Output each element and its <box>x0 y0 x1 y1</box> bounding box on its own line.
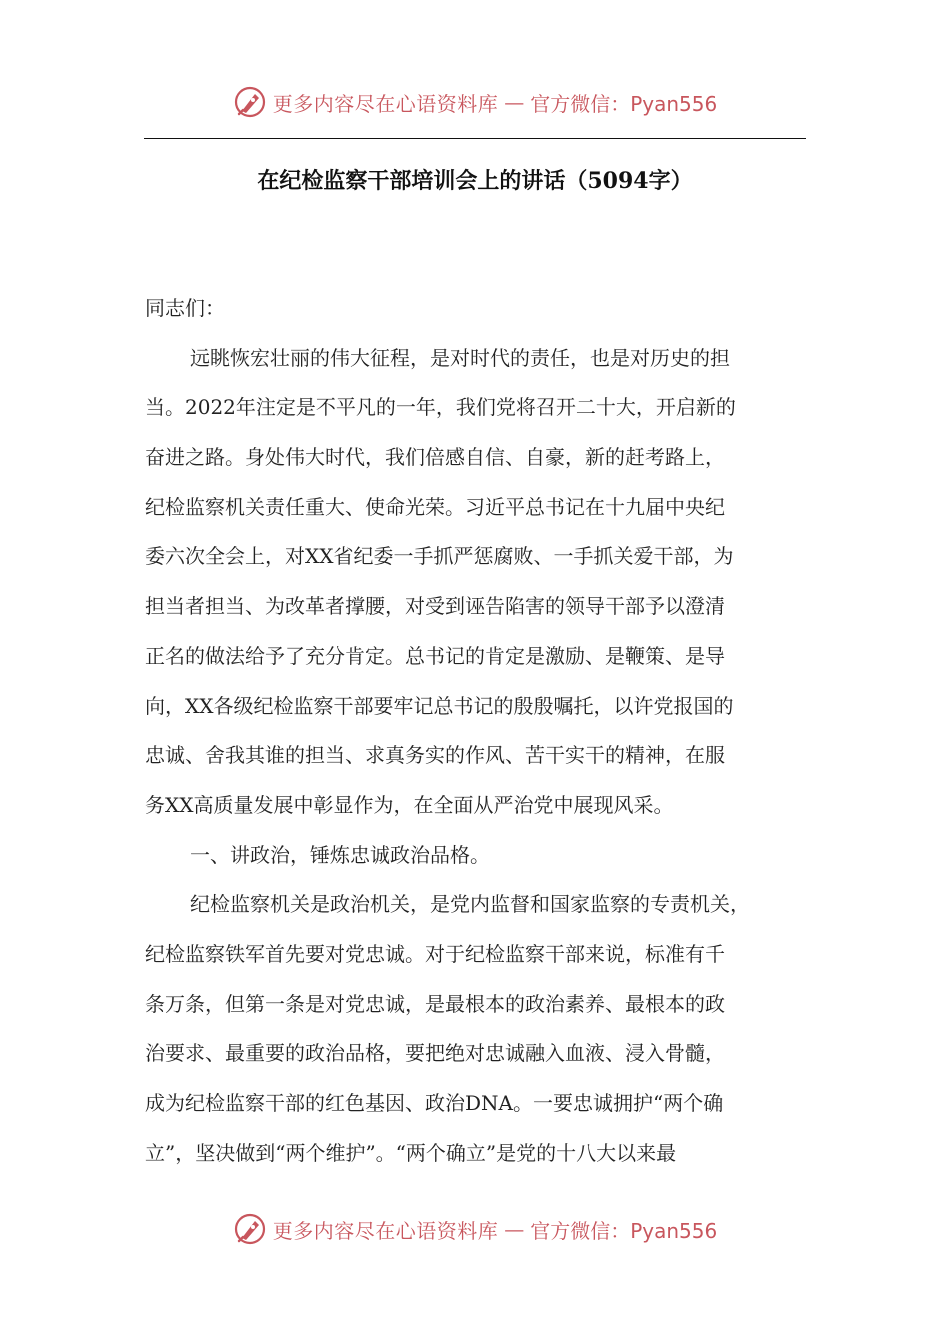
paragraph-line: 正名的做法给予了充分肯定。总书记的肯定是激励、是鞭策、是导 <box>145 643 725 668</box>
paragraph-line: 向，XX各级纪检监察干部要牢记总书记的殷殷嘱托，以许党报国的 <box>145 693 734 718</box>
header-banner-content <box>233 85 718 119</box>
document-body <box>145 284 805 1178</box>
paragraph-line: 纪检监察铁军首先要对党忠诚。对于纪检监察干部来说，标准有千 <box>145 941 725 966</box>
section-heading: 一、讲政治，锤炼忠诚政治品格。 <box>190 842 490 867</box>
banner-wechat: 官方微信：Pyan556 <box>530 1218 718 1243</box>
paragraph-line: 成为纪检监察干部的红色基因、政治DNA。一要忠诚拥护“两个确 <box>145 1091 724 1115</box>
paragraph-line: 务XX高质量发展中彰显作为，在全面从严治党中展现风采。 <box>145 792 674 817</box>
header-banner <box>0 82 950 122</box>
banner-separator: — <box>504 90 525 114</box>
paragraph-line: 远眺恢宏壮丽的伟大征程，是对时代的责任，也是对历史的担 <box>190 345 730 370</box>
banner-wechat: 官方微信：Pyan556 <box>530 91 718 116</box>
banner-slogan: 更多内容尽在心语资料库 <box>272 1218 499 1243</box>
header-rule <box>144 138 806 139</box>
paragraph-line: 条万条，但第一条是对党忠诚，是最根本的政治素养、最根本的政 <box>145 991 725 1016</box>
pen-nib-logo-icon <box>233 85 267 119</box>
paragraph-line: 忠诚、舍我其谁的担当、求真务实的作风、苦干实干的精神，在服 <box>145 743 725 768</box>
paragraph-line: 纪检监察机关责任重大、使命光荣。习近平总书记在十九届中央纪 <box>145 494 725 519</box>
paragraph-line: 担当者担当、为改革者撑腰，对受到诬告陷害的领导干部予以澄清 <box>145 594 725 619</box>
paragraph-line: 奋进之路。身处伟大时代，我们倍感自信、自豪，新的赶考路上， <box>145 445 725 470</box>
footer-banner <box>0 1209 950 1249</box>
pen-nib-logo-icon <box>233 1212 267 1246</box>
paragraph-line: 治要求、最重要的政治品格，要把绝对忠诚融入血液、浸入骨髓， <box>145 1041 725 1066</box>
paragraph-line: 委六次全会上，对XX省纪委一手抓严惩腐败、一手抓关爱干部，为 <box>145 544 734 569</box>
paragraph-line: 当。2022年注定是不平凡的一年，我们党将召开二十大，开启新的 <box>145 395 736 420</box>
salutation: 同志们： <box>145 296 225 320</box>
paragraph-line: 纪检监察机关是政治机关，是党内监督和国家监察的专责机关， <box>190 892 750 917</box>
paragraph-line: 立”，坚决做到“两个维护”。“两个确立”是党的十八大以来最 <box>145 1140 677 1165</box>
banner-slogan: 更多内容尽在心语资料库 <box>272 91 499 116</box>
banner-separator: — <box>504 1217 525 1241</box>
document-title: 在纪检监察干部培训会上的讲话（5094字） <box>257 168 693 194</box>
footer-banner-content <box>233 1212 718 1246</box>
